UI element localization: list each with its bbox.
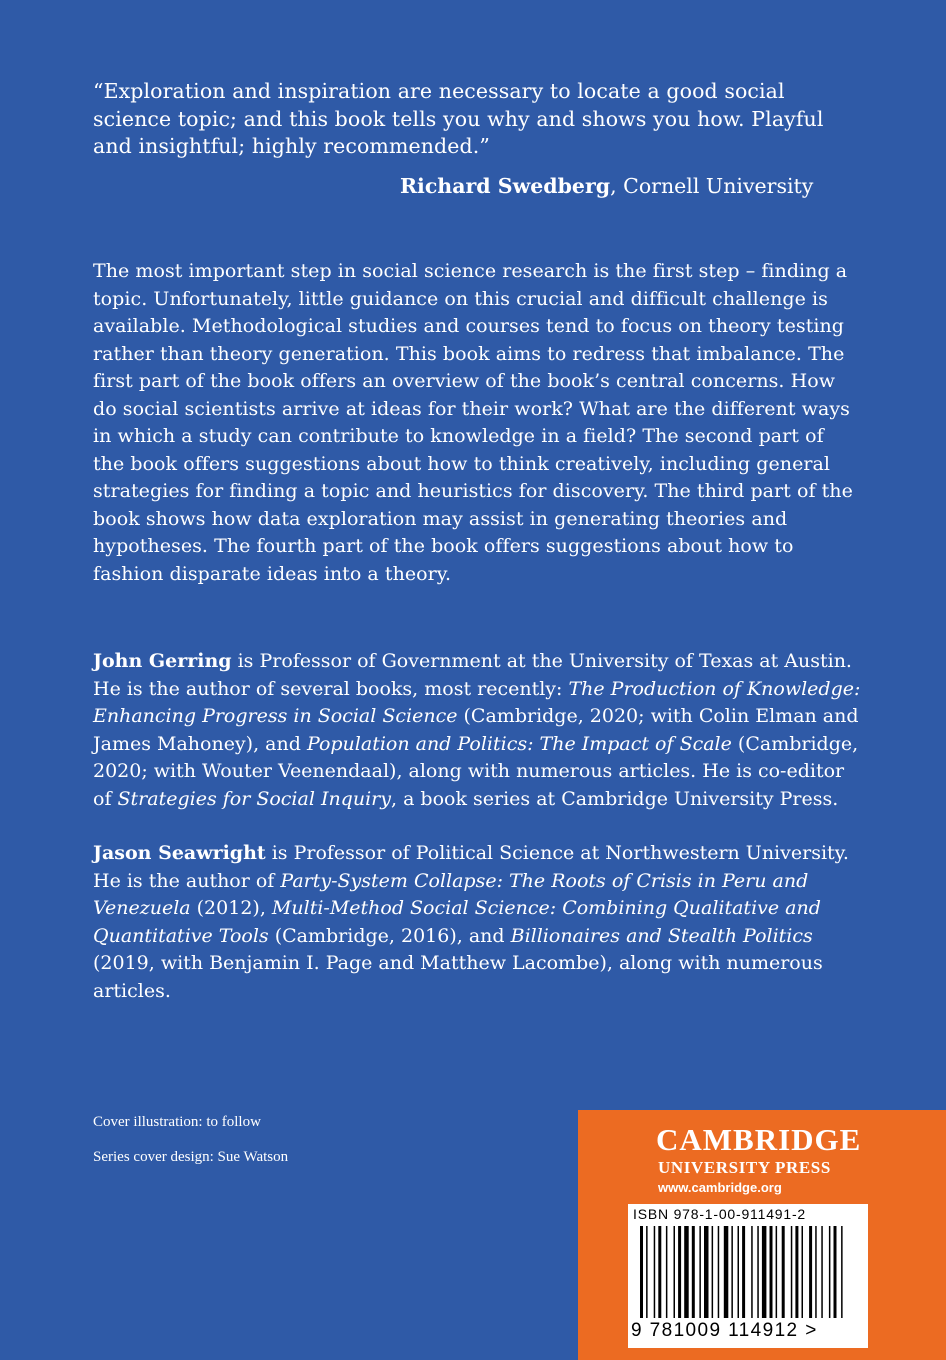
book-title: Billionaires and Stealth Politics bbox=[510, 924, 813, 947]
book-title: Population and Politics: The Impact of Scale bbox=[306, 732, 732, 755]
publisher-panel bbox=[578, 1110, 946, 1360]
barcode-box bbox=[628, 1204, 868, 1348]
book-title: The Production of Knowledge: Enhancing Progress in Social Science bbox=[93, 677, 861, 727]
publisher-subname: UNIVERSITY PRESS bbox=[658, 1158, 831, 1177]
author-bio-seawright bbox=[93, 840, 861, 1005]
bio-text: (2012), bbox=[190, 897, 272, 919]
bio-text: (Cambridge, 2020; with Wouter Veenendaal), along with numerous articles. He is co-editor of bbox=[93, 732, 859, 810]
book-summary: The most important step in social science research is the first step – finding a topic. Unfortunately, little guidance on this crucial and difficult challenge is available. Methodological studies and courses tend to focus on theory testing rather than theory generation. This book aims to redress that imbalance. The first part of the book offers an overview of the book’s central concerns. How do social scientists arrive at ideas for their work? What are the different ways in which a study can contribute to knowledge in a field? The second part of the book offers suggestions about how to think creatively, including general strategies for finding a topic and heuristics for discovery. The third part of the book shows how data exploration may assist in generating theories and hypotheses. The fourth part of the book offers suggestions about how to fashion disparate ideas into a theory. bbox=[93, 260, 853, 585]
barcode-digits: 9 781009 114912 > bbox=[631, 1320, 818, 1341]
barcode-icon bbox=[628, 1224, 868, 1320]
bio-text: (Cambridge, 2020; with Colin Elman and James Mahoney), and bbox=[93, 705, 859, 755]
endorsement-quote bbox=[93, 78, 853, 161]
author-bio-gerring bbox=[93, 648, 861, 813]
book-title: Party-System Collapse: The Roots of Crisis in Peru and Venezuela bbox=[93, 869, 809, 919]
bio-text: is Professor of Government at the University of Texas at Austin. He is the author of several books, most recently: bbox=[93, 650, 852, 700]
book-title: Multi-Method Social Science: Combining Qualitative and Quantitative Tools bbox=[93, 897, 821, 947]
endorsement-text: “Exploration and inspiration are necessary to locate a good social science topic; and this book tells you why and shows you how. Playful and insightful; highly recommended.” bbox=[93, 79, 824, 158]
publisher-name: CAMBRIDGE bbox=[656, 1122, 862, 1157]
author-name: John Gerring bbox=[93, 650, 232, 672]
bio-text: (2019, with Benjamin I. Page and Matthew Lacombe), along with numerous articles. bbox=[93, 952, 823, 1002]
endorsement-attribution bbox=[400, 173, 813, 201]
bio-text: , a book series at Cambridge University Press. bbox=[390, 787, 839, 810]
bio-text: is Professor of Political Science at Northwestern University. He is the author of bbox=[93, 842, 849, 892]
cover-design-credit: Series cover design: Sue Watson bbox=[93, 1149, 289, 1165]
cover-illustration-credit: Cover illustration: to follow bbox=[93, 1114, 261, 1130]
series-title: Strategies for Social Inquiry bbox=[117, 787, 391, 810]
isbn-label: ISBN 978-1-00-911491-2 bbox=[633, 1206, 806, 1222]
endorser-affiliation: , Cornell University bbox=[610, 174, 814, 198]
endorser-name: Richard Swedberg bbox=[400, 174, 611, 198]
author-name: Jason Seawright bbox=[93, 842, 266, 864]
publisher-url: www.cambridge.org bbox=[658, 1180, 782, 1195]
bio-text: (Cambridge, 2016), and bbox=[268, 924, 511, 947]
